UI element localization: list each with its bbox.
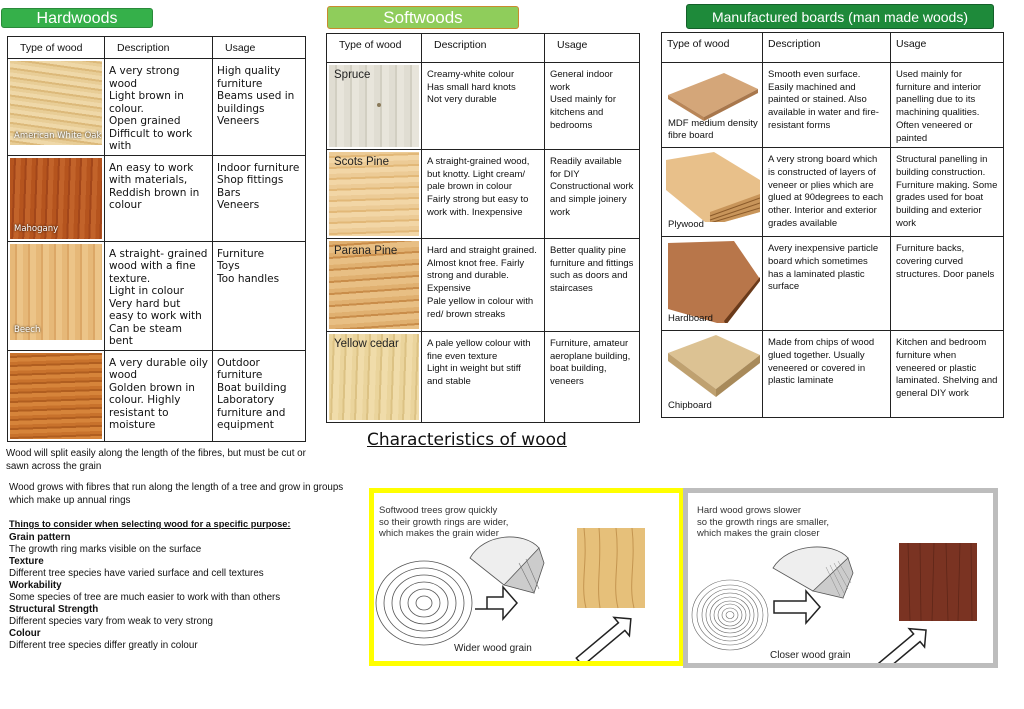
hardboard-swatch [664,239,760,328]
hw-usage: Indoor furniture Shop fittings Bars Veneers [213,155,306,241]
table-row [662,331,1004,418]
hw-usage: Furniture Toys Too handles [213,241,306,350]
things-heading: Things to consider when selecting wood for a specific purpose: [9,519,291,529]
manufactured-title: Manufactured boards (man made woods) [711,9,969,25]
hardboard-icon [664,239,760,323]
hw-description: An easy to work with materials, Reddish brown in colour [105,155,213,241]
hw-description: A very strong wood Light brown in colour. Open grained Difficult to work with [105,59,213,156]
mb-header-description: Description [763,33,891,63]
mb-usage: Kitchen and bedroom furniture when veneered or plastic laminated. Shelving and general DIY work [891,331,1004,418]
consideration-text: Different species vary from weak to very strong [9,616,213,627]
hw-name: Beech [14,325,41,335]
softwood-grain-caption: Wider wood grain [454,643,532,654]
consideration-text: Some species of tree are much easier to work with than others [9,592,281,603]
consideration-text: Different tree species differ greatly in colour [9,640,198,651]
hardwood-grain-sample [899,543,977,621]
hw-description: A very durable oily wood Golden brown in colour. Highly resistant to moisture [105,350,213,441]
hw-header-description: Description [105,37,213,59]
considerations-list [9,532,349,652]
teak-wood-swatch [10,353,102,439]
mdf-board-icon [664,67,760,123]
consideration-label: Structural Strength [9,604,99,615]
sw-description: A straight-grained wood, but knotty. Light cream/ pale brown in colour Fairly strong but easy to work with. Inexpensive [422,150,545,239]
sw-name: Scots Pine [334,156,389,168]
table-row [8,155,306,241]
sw-image-cell [327,332,422,423]
note-fibres: Wood grows with fibres that run along the length of a tree and grow in groups which make up annual rings [9,482,344,506]
consideration-label: Texture [9,556,44,567]
hw-image-cell [8,241,105,350]
hardwood-grain-text: Hard wood grows slower so the growth rings are smaller, which makes the grain closer [697,505,830,539]
hw-image-cell [8,350,105,441]
beech-wood-swatch [10,244,102,340]
sw-usage: Readily available for DIY Constructional work and simple joinery work [545,150,640,239]
sw-image-cell [327,239,422,332]
softwoods-banner [327,6,519,29]
hw-name: Mahogany [14,224,59,234]
mb-description: A very strong board which is constructed of layers of veneer or plies which are glued at 90degrees to each other. Interior and exterior grades available [763,148,891,237]
hw-image-cell [8,155,105,241]
mb-image-cell [662,237,763,331]
hardwoods-title: Hardwoods [36,10,118,27]
mb-image-cell [662,63,763,148]
mb-name: Plywood [668,219,704,231]
chipboard-icon [664,333,760,399]
scots-pine-wood-swatch [329,152,419,236]
mb-image-cell [662,148,763,237]
sw-description: Creamy-white colour Has small hard knots Not very durable [422,63,545,150]
plywood-board-icon [664,150,760,222]
sw-image-cell [327,63,422,150]
mb-name: MDF medium density fibre board [668,118,758,141]
yellow-cedar-wood-swatch [329,334,419,420]
manufactured-table [661,32,1004,418]
sw-name: Parana Pine [334,245,398,257]
hardwood-grain-caption: Closer wood grain [770,650,851,661]
hardwoods-banner [1,8,153,28]
sw-image-cell [327,150,422,239]
consideration-text: Different tree species have varied surface and cell textures [9,568,264,579]
hw-description: A straight- grained wood with a fine texture. Light in colour Very hard but easy to work with Can be steam bent [105,241,213,350]
table-row [8,241,306,350]
hw-usage: High quality furniture Beams used in buildings Veneers [213,59,306,156]
softwoods-table [326,33,640,423]
oak-wood-swatch [10,61,102,145]
table-row [662,63,1004,148]
sw-header-description: Description [422,34,545,63]
chipboard-swatch [664,333,760,415]
sw-name: Yellow cedar [334,338,399,350]
hw-header-usage: Usage [213,37,306,59]
mb-description: Made from chips of wood glued together. Usually veneered or covered in plastic laminate [763,331,891,418]
manufactured-banner [686,4,994,29]
softwood-grain-sample [577,528,645,608]
mb-description: Smooth even surface. Easily machined and painted or stained. Also available in water and fire-resistant forms [763,63,891,148]
hardwood-grain-box [683,488,998,668]
hw-usage: Outdoor furniture Boat building Laboratory furniture and equipment [213,350,306,441]
hardwood-log-icon [773,547,853,598]
hw-image-cell [8,59,105,156]
hardwoods-table [7,36,306,442]
mahogany-wood-swatch [10,158,102,239]
mb-usage: Structural panelling in building construction. Furniture making. Some grades used for boat building and exterior work [891,148,1004,237]
mb-image-cell [662,331,763,418]
mb-usage: Used mainly for furniture and interior panelling due to its machining qualities. Often veneered or painted [891,63,1004,148]
hw-header-type: Type of wood [8,37,105,59]
consideration-label: Grain pattern [9,532,71,543]
mb-header-usage: Usage [891,33,1004,63]
table-row [327,239,640,332]
table-row [327,63,640,150]
mb-name: Hardboard [668,313,713,325]
sw-usage: General indoor work Used mainly for kitchens and bedrooms [545,63,640,150]
table-row [662,148,1004,237]
softwood-grain-box [369,488,684,666]
hw-name: American White Oak [14,130,102,141]
sw-description: A pale yellow colour with fine even texture Light in weight but stiff and stable [422,332,545,423]
sw-usage: Furniture, amateur aeroplane building, boat building, veneers [545,332,640,423]
sw-name: Spruce [334,69,371,81]
consideration-label: Workability [9,580,62,591]
sw-header-type: Type of wood [327,34,422,63]
hardwood-rings-diagram [688,493,993,663]
plywood-board-swatch [664,150,760,234]
mb-description: Avery inexpensive particle board which sometimes has a laminated plastic surface [763,237,891,331]
softwoods-title: Softwoods [383,8,463,27]
table-row [8,59,306,156]
table-row [8,350,306,441]
spruce-wood-swatch [329,65,419,147]
consideration-text: The growth ring marks visible on the surface [9,544,202,555]
characteristics-title: Characteristics of wood [367,430,567,450]
softwood-grain-text: Softwood trees grow quickly so their growth rings are wider, which makes the grain wider [379,505,509,539]
parana-pine-wood-swatch [329,241,419,329]
table-row [662,237,1004,331]
sw-description: Hard and straight grained. Almost knot free. Fairly strong and durable. Expensive Pale yellow in colour with red/ brown streaks [422,239,545,332]
mb-name: Chipboard [668,400,712,412]
table-row [327,150,640,239]
consideration-label: Colour [9,628,41,639]
mb-usage: Furniture backs, covering curved structures. Door panels [891,237,1004,331]
table-row [327,332,640,423]
mb-header-type: Type of wood [662,33,763,63]
softwood-rings-diagram [374,493,679,661]
sw-header-usage: Usage [545,34,640,63]
note-split: Wood will split easily along the length of the fibres, but must be cut or sawn across the grain [6,448,306,472]
softwood-log-icon [470,537,544,593]
sw-usage: Better quality pine furniture and fittings such as doors and staircases [545,239,640,332]
mdf-board-swatch [664,65,760,145]
